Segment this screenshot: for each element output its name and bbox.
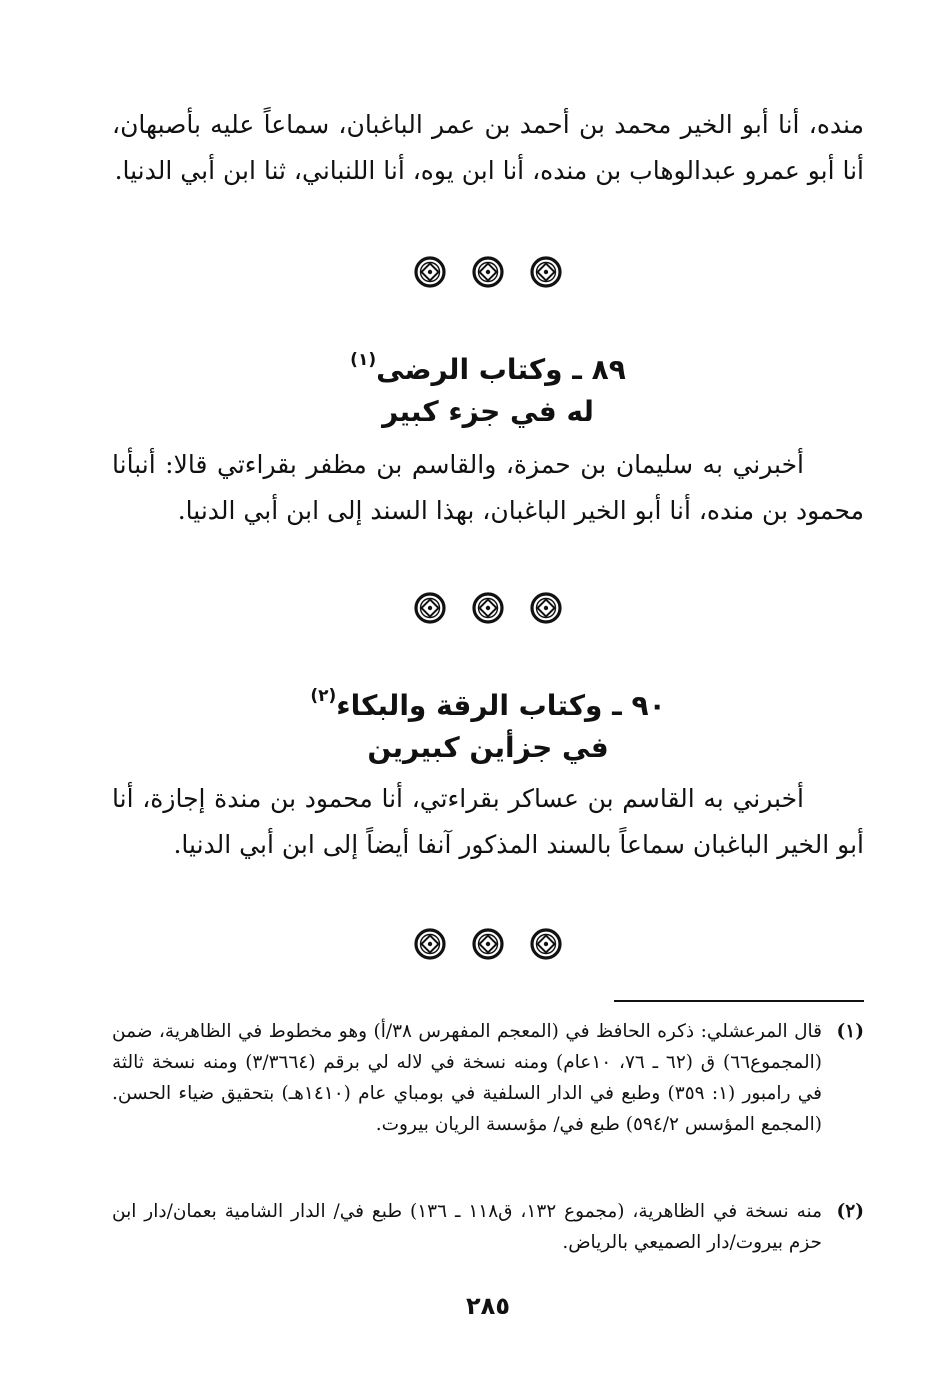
footnote-separator	[614, 1000, 864, 1002]
knot-ornament-icon	[472, 256, 504, 288]
knot-ornament-icon	[414, 256, 446, 288]
knot-ornament-icon	[530, 256, 562, 288]
section-divider-1	[112, 256, 864, 296]
book-page	[112, 0, 864, 1391]
section-title-text: ٩٠ ـ وكتاب الرقة والبكاء	[336, 689, 666, 722]
footnote-text: منه نسخة في الظاهرية، (مجموع ١٣٢، ق١١٨ ـ ١٣٦) طبع في/ الدار الشامية بعمان/دار ابن حزم بيروت/دار الصميعي بالرياض.	[112, 1201, 822, 1253]
knot-ornament-icon	[472, 592, 504, 624]
footnote-text: قال المرعشلي: ذكره الحافظ في (المعجم المفهرس ٣٨/أ) وهو مخطوط في الظاهرية، ضمن (المجموع٦٦) ق (٦٢ ـ ٧٦، ١٠عام) ومنه نسخة في لاله لي برقم (٣/٣٦٦٤) ومنه نسخة ثالثة في رامبور (١: ٣٥٩) وطبع في الدار السلفية في بومباي عام (١٤١٠هـ) بتحقيق ضياء الحسن. (المجمع المؤسس ٥٩٤/٢) طبع في/ مؤسسة الريان بيروت.	[112, 1021, 822, 1135]
section-divider-3	[112, 928, 864, 968]
knot-ornament-icon	[530, 592, 562, 624]
section-title-text: ٨٩ ـ وكتاب الرضى	[376, 353, 626, 386]
section-89-title	[112, 340, 864, 390]
knot-ornament-icon	[414, 592, 446, 624]
knot-ornament-icon	[472, 928, 504, 960]
knot-ornament-icon	[530, 928, 562, 960]
section-89-paragraph: أخبرني به سليمان بن حمزة، والقاسم بن مظفر بقراءتي قالا: أنبأنا محمود بن منده، أنا أبو الخير الباغبان، بهذا السند إلى ابن أبي الدنيا.	[112, 450, 864, 525]
footnote-1	[112, 1016, 864, 1140]
footnote-number: (٢)	[836, 1201, 864, 1222]
section-divider-2	[112, 592, 864, 632]
section-90-title	[112, 676, 864, 726]
knot-ornament-icon	[414, 928, 446, 960]
section-89-subtitle: له في جزء كبير	[382, 395, 594, 428]
footnote-ref-1[interactable]: (١)	[350, 350, 377, 370]
footnote-ref-2[interactable]: (٢)	[310, 686, 337, 706]
section-90-subtitle: في جزأين كبيرين	[367, 731, 609, 764]
section-90-paragraph: أخبرني به القاسم بن عساكر بقراءتي، أنا محمود بن مندة إجازة، أنا أبو الخير الباغبان سماعاً بالسند المذكور آنفا أيضاً إلى ابن أبي الدنيا.	[112, 784, 864, 859]
footnote-2	[112, 1196, 864, 1258]
footnote-number: (١)	[836, 1021, 864, 1042]
page-number: ٢٨٥	[466, 1292, 510, 1320]
intro-paragraph: منده، أنا أبو الخير محمد بن أحمد بن عمر الباغبان، سماعاً عليه بأصبهان، أنا أبو عمرو عبدالوهاب بن منده، أنا ابن يوه، أنا اللنباني، ثنا ابن أبي الدنيا.	[112, 110, 864, 185]
